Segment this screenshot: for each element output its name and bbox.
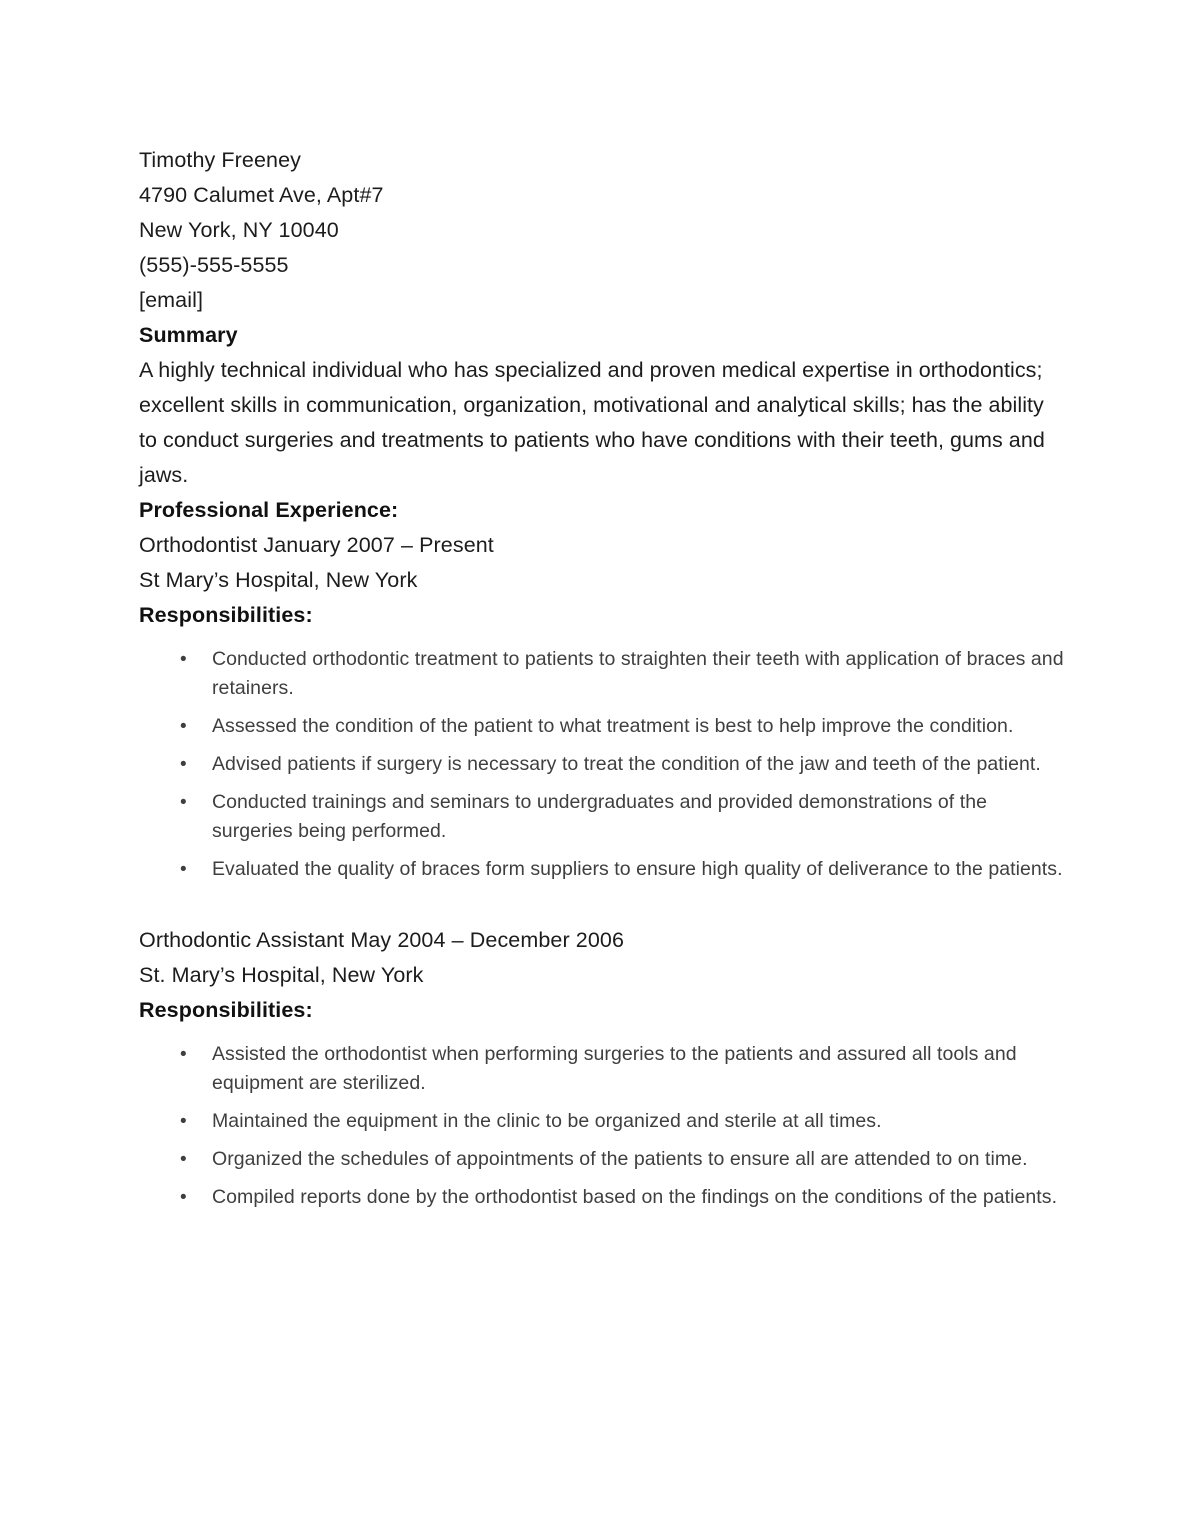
list-item (139, 788, 1069, 846)
phone-number: (555)-555-5555 (139, 253, 289, 277)
list-item-text: Maintained the equipment in the clinic to be organized and sterile at all times. (212, 1110, 882, 1132)
job-entry (139, 923, 1069, 1212)
list-item (139, 1183, 1069, 1212)
list-item-text: Advised patients if surgery is necessary to treat the condition of the jaw and teeth of the patient. (212, 753, 1041, 775)
document-body (139, 143, 1069, 1221)
list-item (139, 1040, 1069, 1098)
bullet-icon: • (180, 716, 187, 737)
list-item (139, 750, 1069, 779)
list-item (139, 645, 1069, 703)
contact-block (139, 143, 1069, 318)
job-title-and-dates: Orthodontic Assistant May 2004 – December 2006 (139, 928, 625, 952)
list-item-text: Organized the schedules of appointments of the patients to ensure all are attended to on time. (212, 1148, 1028, 1170)
job-entry (139, 528, 1069, 884)
list-item-text: Compiled reports done by the orthodontist based on the findings on the conditions of the patients. (212, 1186, 1058, 1208)
summary-text: A highly technical individual who has specialized and proven medical expertise in orthodontics; excellent skills in communication, organization, motivational and analytical skills; has the ability to conduct surgeries and treatments to patients who have conditions with their teeth, gums and jaws. (139, 358, 1045, 487)
list-item-text: Assisted the orthodontist when performing surgeries to the patients and assured all tools and equipment are sterilized. (212, 1043, 1017, 1094)
list-item (139, 855, 1069, 884)
summary-heading: Summary (139, 323, 238, 347)
bullet-icon: • (180, 792, 187, 813)
responsibilities-list (139, 645, 1069, 884)
professional-experience-heading: Professional Experience: (139, 498, 399, 522)
list-item-text: Assessed the condition of the patient to what treatment is best to help improve the condition. (212, 715, 1014, 737)
bullet-icon: • (180, 649, 187, 670)
bullet-icon: • (180, 754, 187, 775)
list-item-text: Conducted trainings and seminars to undergraduates and provided demonstrations of the surgeries being performed. (212, 791, 987, 842)
address-line-2: New York, NY 10040 (139, 218, 339, 242)
bullet-icon: • (180, 1044, 187, 1065)
list-item-text: Conducted orthodontic treatment to patients to straighten their teeth with application of braces and retainers. (212, 648, 1064, 699)
job-title-and-dates: Orthodontist January 2007 – Present (139, 533, 494, 557)
bullet-icon: • (180, 1149, 187, 1170)
email-address: [email] (139, 288, 204, 312)
job-employer: St. Mary’s Hospital, New York (139, 963, 424, 987)
candidate-name: Timothy Freeney (139, 148, 302, 172)
responsibilities-list (139, 1040, 1069, 1212)
bullet-icon: • (180, 1111, 187, 1132)
list-item (139, 1145, 1069, 1174)
job-employer: St Mary’s Hospital, New York (139, 568, 418, 592)
list-item (139, 1107, 1069, 1136)
address-line-1: 4790 Calumet Ave, Apt#7 (139, 183, 384, 207)
list-item (139, 712, 1069, 741)
bullet-icon: • (180, 1187, 187, 1208)
list-item-text: Evaluated the quality of braces form suppliers to ensure high quality of deliverance to the patients. (212, 858, 1063, 880)
bullet-icon: • (180, 859, 187, 880)
responsibilities-heading: Responsibilities: (139, 998, 313, 1022)
responsibilities-heading: Responsibilities: (139, 603, 313, 627)
